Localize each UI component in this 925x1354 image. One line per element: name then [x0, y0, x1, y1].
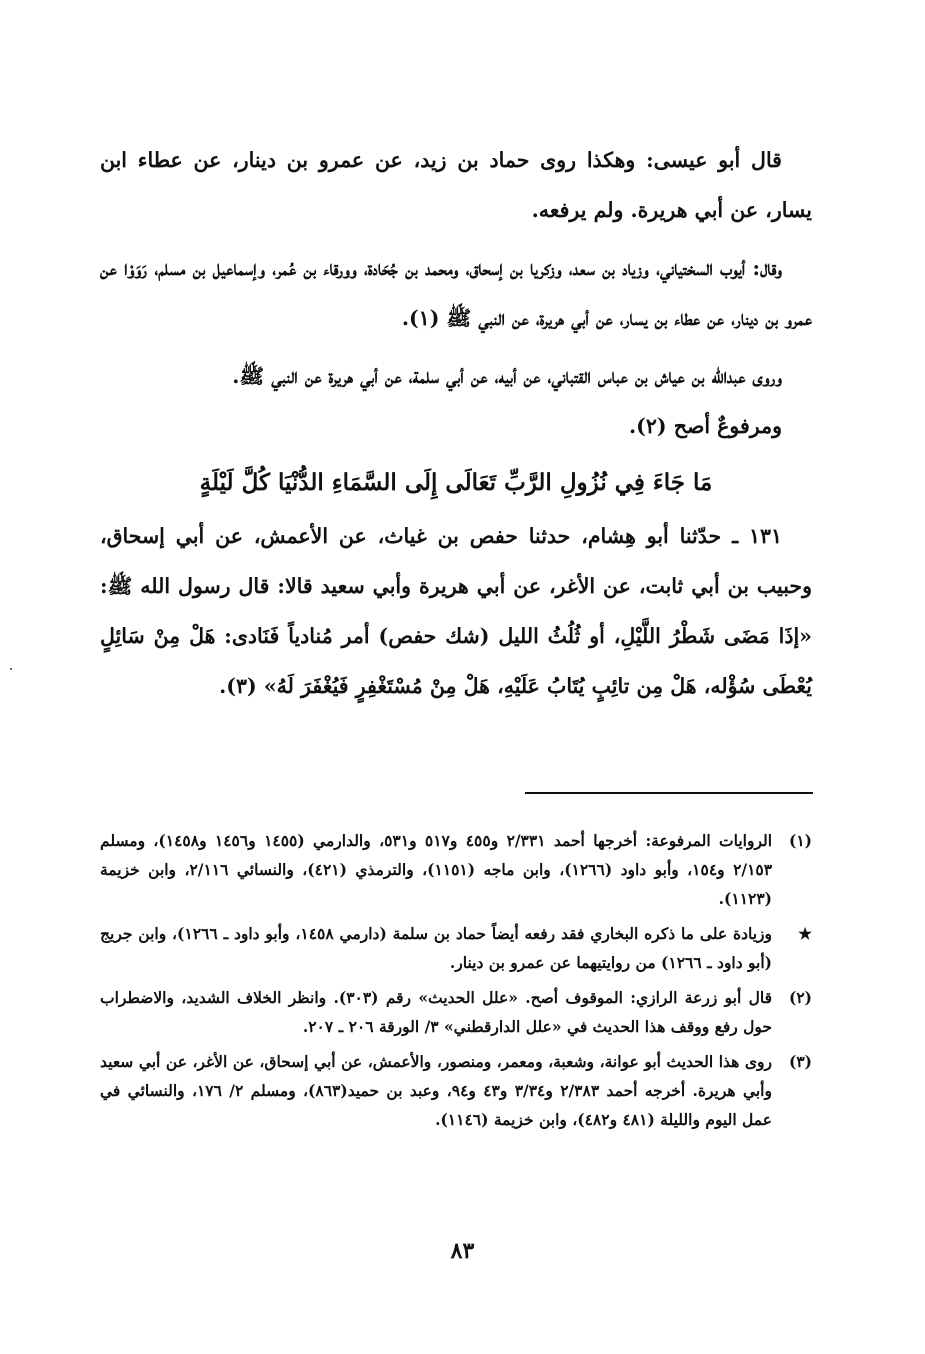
page-number: ٨٣	[450, 1238, 475, 1264]
hadith-131: ١٣١ ـ حدّثنا أبو هِشام، حدثنا حفص بن غياث، عن الأعمش، عن أبي إسحاق، وحبيب بن أبي ثابت، عن الأغر، عن أبي هريرة وأبي سعيد قالا: قال رسول الله ﷺ: «إذَا مَضَى شَطْرُ اللَّيْلِ، أو ثُلُثُ الليل (شك حفص) أمر مُنادياً فَنَادى: هَلْ مِنْ سَائِلٍ يُعْطَى سُؤْله، هَلْ مِن تائِبٍ يُتَابُ عَلَيْهِ، هَلْ مِنْ مُسْتَغْفِرٍ فَيُغْفَرَ لَهُ» (٣).	[100, 524, 812, 698]
footnote-marker: (١)	[788, 831, 812, 850]
footnote-text: روى هذا الحديث أبو عوانة، وشعبة، ومعمر، ومنصور، والأعمش، عن أبي إسحاق، عن الأغر، عن أبي سعيد وأبي هريرة. أخرجه أحمد ٢/٣٨٣ و٣/٣٤ و٤٣ و٩٤، وعبد بن حميد(٨٦٣)، ومسلم ٢/ ١٧٦، والنسائي في عمل اليوم والليلة (٤٨١ و٤٨٢)، وابن خزيمة (١١٤٦).	[100, 1052, 772, 1129]
footnote-marker: (٣)	[788, 1052, 812, 1071]
scan-speck	[10, 668, 12, 670]
footnote-text: وزيادة على ما ذكره البخاري فقد رفعه أيضاً حماد بن سلمة (دارمي ١٤٥٨، وأبو داود ـ ١٢٦٦)، وابن جريج (أبو داود ـ ١٢٦٦) من روايتيهما عن عمرو بن دينار.	[100, 924, 773, 972]
footnote-star	[100, 919, 812, 977]
footnote-text: قال أبو زرعة الرازي: الموقوف أصح. «علل الحديث» رقم (٣٠٣). وانظر الخلاف الشديد، والاضطراب حول رفع ووقف هذا الحديث في «علل الدارقطني» ٣/ الورقة ٢٠٦ ـ ٢٠٧.	[100, 988, 773, 1036]
footnote-text: الروايات المرفوعة: أخرجها أحمد ٢/٣٣١ و٤٥٥ و٥١٧ و٥٣١، والدارمي (١٤٥٥ و١٤٥٦ و١٤٥٨)، ومسلم ٢/١٥٣ و١٥٤، وأبو داود (١٢٦٦)، وابن ماجه (١١٥١)، والترمذي (٤٢١)، والنسائي ٢/١١٦، وابن خزيمة (١١٢٣).	[100, 831, 773, 908]
paragraph-abu-isa: قال أبو عيسى: وهكذا روى حماد بن زيد، عن عمرو بن دينار، عن عطاء ابن يسار، عن أبي هريرة. ولم يرفعه.	[100, 148, 812, 222]
chapter-heading: مَا جَاءَ فِي نُزُولِ الرَّبِّ تَعَالَى إِلَى السَّمَاءِ الدُّنْيَا كُلَّ لَيْلَةٍ	[199, 469, 713, 496]
footnote-1	[100, 826, 812, 913]
paragraph-marfu-note: ومرفوعٌ أصح (٢).	[629, 414, 782, 438]
paragraph-abdullah-narration: وروى عبدالله بن عياش بن عباس القتباني، عن أبيه، عن أبي سلمة، عن أبي هريرة عن النبي ﷺ.	[232, 364, 782, 388]
footnote-marker: ★	[798, 924, 812, 943]
footnote-marker: (٢)	[788, 988, 812, 1007]
footnotes	[100, 826, 812, 1140]
main-text	[100, 135, 812, 711]
footnote-3	[100, 1047, 812, 1134]
footnote-separator	[525, 792, 813, 794]
paragraph-narrators-list: وقال: أيوب السختياني، وزياد بن سعد، وزكريا بن إسحاق، ومحمد بن جُحَادة، وورقاء بن عُمر، وإسماعيل بن مسلم، رَوَوْا عن عمرو بن دينار، عن عطاء بن يسار، عن أبي هريرة، عن النبي ﷺ (١).	[100, 256, 812, 330]
footnote-2	[100, 983, 812, 1041]
